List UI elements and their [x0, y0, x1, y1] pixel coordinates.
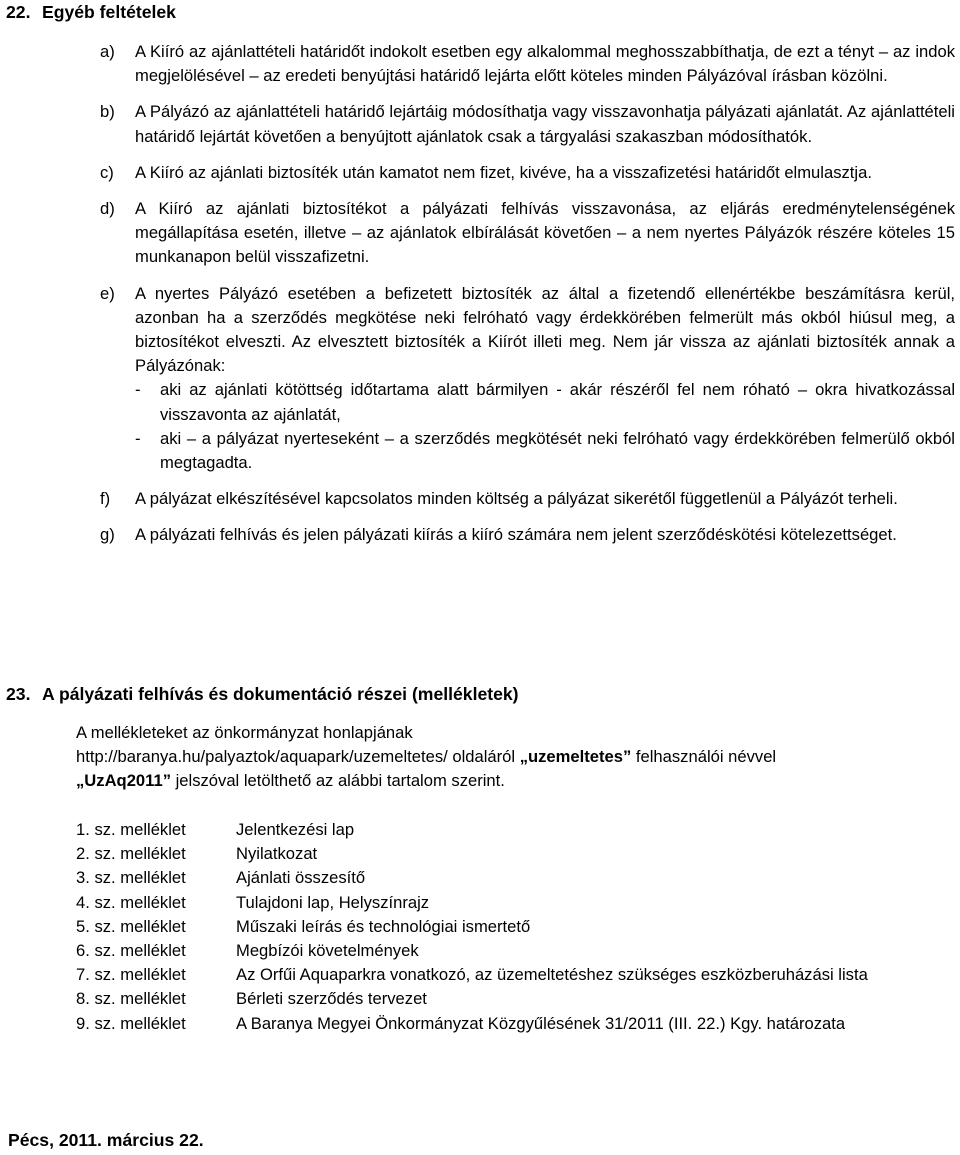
- section-22-list: [100, 40, 955, 548]
- annex-item: [76, 891, 956, 915]
- item-marker: f): [100, 489, 111, 509]
- download-url[interactable]: http://baranya.hu/palyaztok/aquapark/uzemeltetes/: [76, 747, 448, 767]
- item-marker: g): [100, 525, 115, 545]
- intro-text: felhasználói névvel: [631, 747, 777, 767]
- item-text: A Kiíró az ajánlati biztosíték után kamatot nem fizet, kivéve, ha a visszafizetési határidőt elmulasztja.: [135, 162, 872, 182]
- section-22-number: 22.: [6, 2, 31, 22]
- annex-item: [76, 939, 956, 963]
- item-text: A Kiíró az ajánlati biztosítékot a pályázati felhívás visszavonása, az eljárás eredménytelenségének megállapítása esetén, illetve – az ajánlatok elbírálását követően – a nem nyertes Pályázók részére köteles 15 munkanapon belül visszafizetni.: [135, 199, 955, 267]
- intro-text: jelszóval letölthető az alábbi tartalom szerint.: [171, 771, 505, 791]
- item-marker: c): [100, 162, 114, 182]
- annex-title: Nyilatkozat: [236, 844, 318, 864]
- dash-text: aki az ajánlati kötöttség időtartama alatt bármilyen - akár részéről fel nem róható – okra hivatkozással visszavonta az ajánlatát,: [160, 380, 955, 424]
- item-text: A Pályázó az ajánlattételi határidő lejártáig módosíthatja vagy visszavonhatja pályázati ajánlatát. Az ajánlattételi határidő lejártát követően a benyújtott ajánlatok csak a tárgyalási szakaszban módosíthatók.: [135, 102, 955, 146]
- intro-text: oldaláról: [447, 747, 520, 767]
- annex-title: Bérleti szerződés tervezet: [236, 989, 427, 1009]
- annex-title: A Baranya Megyei Önkormányzat Közgyűlésének 31/2011 (III. 22.) Kgy. határozata: [236, 1013, 846, 1033]
- annex-label: 7. sz. melléklet: [76, 965, 186, 985]
- list-item-e: [100, 282, 955, 476]
- list-item-c: [100, 161, 955, 185]
- annex-item: [76, 842, 956, 866]
- section-23-number: 23.: [6, 684, 31, 704]
- item-marker: a): [100, 42, 115, 61]
- annex-title: Tulajdoni lap, Helyszínrajz: [236, 892, 430, 912]
- item-text: A pályázati felhívás és jelen pályázati kiírás a kiíró számára nem jelent szerződéskötési kötelezettséget.: [135, 525, 897, 545]
- list-item-d: [100, 197, 955, 270]
- annex-label: 1. sz. melléklet: [76, 820, 186, 839]
- item-marker: d): [100, 199, 115, 219]
- annex-title: Ajánlati összesítő: [236, 868, 366, 888]
- download-instructions: [76, 721, 956, 794]
- annex-item: [76, 866, 956, 890]
- intro-line-password: [76, 769, 956, 793]
- annex-label: 6. sz. melléklet: [76, 941, 186, 961]
- item-text: A nyertes Pályázó esetében a befizetett biztosíték az által a fizetendő ellenértékbe beszámításra kerül, azonban ha a szerződés megkötése neki felróható vagy érdekkörében felmerült más okból hiúsul meg, a biztosítékot elveszti. Az elvesztett biztosíték a Kiírót illeti meg. Nem jár vissza az ajánlati biztosíték annak a Pályázónak:: [135, 283, 955, 376]
- section-23-title: A pályázati felhívás és dokumentáció részei (mellékletek): [42, 684, 519, 704]
- annex-item: [76, 987, 956, 1011]
- annex-label: 3. sz. melléklet: [76, 868, 186, 888]
- item-text: A Kiíró az ajánlattételi határidőt indokolt esetben egy alkalommal meghosszabbíthatja, de ezt a tényt – az indok megjelölésével – az eredeti benyújtási határidő lejárta előtt köteles minden Pályázóval írásban közölni.: [135, 42, 955, 86]
- item-text: A pályázat elkészítésével kapcsolatos minden költség a pályázat sikerétől függetlenül a Pályázót terheli.: [135, 489, 898, 509]
- section-23-heading: [6, 682, 519, 706]
- annex-item: [76, 915, 956, 939]
- annex-label: 9. sz. melléklet: [76, 1013, 186, 1033]
- dash-marker: -: [135, 428, 141, 448]
- intro-line: A mellékleteket az önkormányzat honlapjának: [76, 723, 413, 742]
- annex-label: 5. sz. melléklet: [76, 916, 186, 936]
- annex-item: [76, 818, 956, 842]
- password-value: „UzAq2011”: [76, 771, 171, 791]
- section-22-title: Egyéb feltételek: [42, 2, 176, 22]
- list-item-f: [100, 487, 955, 511]
- intro-line-credentials: [76, 745, 956, 769]
- annex-title: Megbízói követelmények: [236, 941, 419, 961]
- annex-label: 4. sz. melléklet: [76, 892, 186, 912]
- section-22-heading: [6, 0, 176, 24]
- annex-item: [76, 963, 956, 987]
- dash-text: aki – a pályázat nyerteseként – a szerződés megkötését neki felróható vagy érdekkörében felmerülő okból megtagadta.: [160, 428, 955, 473]
- item-marker: e): [100, 283, 115, 303]
- annex-title: Műszaki leírás és technológiai ismertető: [236, 916, 531, 936]
- annex-list: [76, 818, 956, 1036]
- annex-title: Az Orfűi Aquaparkra vonatkozó, az üzemeltetéshez szükséges eszközberuházási lista: [236, 965, 868, 985]
- dash-marker: -: [135, 380, 141, 400]
- list-item-b: [100, 100, 955, 148]
- item-marker: b): [100, 102, 115, 122]
- annex-item: [76, 1012, 956, 1036]
- place-and-date: Pécs, 2011. március 22.: [8, 1130, 204, 1150]
- username-value: „uzemeltetes”: [519, 747, 632, 767]
- list-item-a: [100, 40, 955, 88]
- list-item-g: [100, 523, 955, 547]
- dash-item: [135, 378, 955, 426]
- annex-title: Jelentkezési lap: [236, 820, 355, 839]
- dash-item: [135, 427, 955, 475]
- annex-label: 2. sz. melléklet: [76, 844, 186, 864]
- annex-label: 8. sz. melléklet: [76, 989, 186, 1009]
